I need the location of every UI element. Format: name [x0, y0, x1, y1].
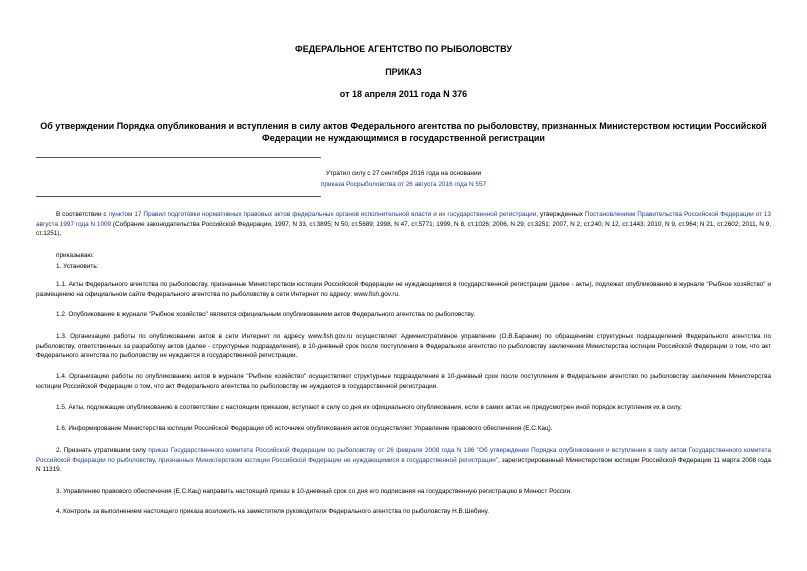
document-title: Об утверждении Порядка опубликования и вступления в силу актов Федерального агентства по рыболовству, признанных Министерством юстиции Российской Федерации не нуждающимися в государственной регистрации: [40, 121, 767, 143]
paragraph-1-3: 1.3. Организацию работы по опубликованию актов в сети Интернет по адресу www.fish.gov.ru осуществляет Административное управление (О.В.Бараник) по обращениям структурных подразделений Федерального агентства по рыболовству, ответственных за разработку актов (далее - структурные подразделения), в 10-дневный срок после поступления в Федеральное агентство по рыболовству заключения Министерства юстиции Российской Федерации о том, что акт Федерального агентства по рыболовству не нуждается в государственной регистрации.: [36, 333, 771, 360]
document-type-heading: ПРИКАЗ: [385, 67, 422, 77]
divider-bottom: [36, 196, 321, 197]
paragraph-2: [36, 446, 771, 475]
paragraph-3: 3. Управлению правового обеспечения (Е.С.Кац) направить настоящий приказ в 10-дневный срок со дня его подписания на государственную регистрацию в Минюст России.: [56, 488, 572, 495]
paragraph-1-2: 1.2. Опубликование в журнале "Рыбное хозяйство" является официальным опубликованием актов Федерального агентства по рыболовству.: [56, 311, 475, 318]
paragraph-preamble: [36, 210, 771, 239]
paragraph-1-4: 1.4. Организацию работы по опубликованию актов в журнале "Рыбное хозяйство" осуществляют структурные подразделения в 10-дневный срок после поступления в Федеральное агентство по рыболовству заключения Министерства юстиции Российской Федерации о том, что акт Федерального агентства по рыболовству не нуждается в государственной регистрации.: [36, 373, 771, 390]
document-date-number: от 18 апреля 2011 года N 376: [339, 89, 468, 99]
government-decree-link[interactable]: Постановлением Правительства Российской Федерации от 13 августа 1997 года N 1009: [36, 211, 771, 228]
preamble-text-a: В соответствии с: [56, 211, 109, 218]
preamble-text-c: (Собрание законодательства Российской Федерации, 1997, N 33, ст.3895; N 50, ст.5689; 1998, N 47, ст.5771; 1999, N 8, ст.1026; 2006, N 29, ст.3251; 2007, N 2, ст.240; N 12, ст.1443; 2010, N 9, ст.964; N 21, ст.2602; 2011, N 9, ст.1251),: [36, 220, 772, 238]
status-note-text: Утратил силу с 27 сентября 2016 года на основании: [325, 170, 482, 177]
paragraph-4: 4. Контроль за выполнением настоящего приказа возложить на заместителя руководителя Федерального агентства по рыболовству Н.В.Шебину.: [56, 508, 490, 515]
paragraph-2-text-a: 2. Признать утратившим силу: [56, 447, 149, 454]
paragraph-1-1: 1.1. Акты Федерального агентства по рыболовству, признанные Министерством юстиции Российской Федерации не нуждающимися в государственной регистрации (далее - акты), подлежат опубликованию в журнале "Рыбное хозяйство" и размещению на официальном сайте Федерального агентства по рыболовству в сети Интернет по адресу: www.fish.gov.ru.: [36, 281, 771, 298]
divider-top: [36, 157, 321, 158]
repeal-order-link[interactable]: приказа Росрыболовства от 26 августа 2016 года N 557: [320, 181, 487, 188]
paragraph-1-5: 1.5. Акты, подлежащие опубликованию в соответствии с настоящим приказом, вступают в силу со дня их официального опубликования, если в самих актах не предусмотрен иной порядок вступления их в силу.: [56, 404, 682, 411]
rules-link[interactable]: пунктом 17 Правил подготовки нормативных правовых актов федеральных органов исполнительной власти и их государственной регистрации: [108, 211, 537, 218]
agency-heading: ФЕДЕРАЛЬНОЕ АГЕНТСТВО ПО РЫБОЛОВСТВУ: [295, 44, 512, 54]
paragraph-1: 1. Установить:: [56, 263, 99, 270]
status-note-link-line: [0, 179, 807, 190]
paragraph-2-text-b: , зарегистрированный Министерством юстиции Российской Федерации 11 марта 2008 года N 11319.: [36, 456, 771, 474]
paragraph-order: приказываю:: [56, 252, 94, 259]
preamble-text-b: , утвержденных: [536, 211, 585, 218]
repealed-order-link[interactable]: приказ Государственного комитета Российской Федерации по рыболовству от 26 февраля 2008 года N 186 "Об утверждении Порядка опубликования и вступления в силу актов Государственного комитета Российской Федерации по рыболовству, признанных Министерством юстиции Российской Федерации не нуждающимися в государственной регистрации": [36, 447, 771, 464]
paragraph-1-6: 1.6. Информирование Министерства юстиции Российской Федерации об источнике опубликования актов осуществляет Управление правового обеспечения (Е.С.Кац).: [56, 425, 553, 432]
